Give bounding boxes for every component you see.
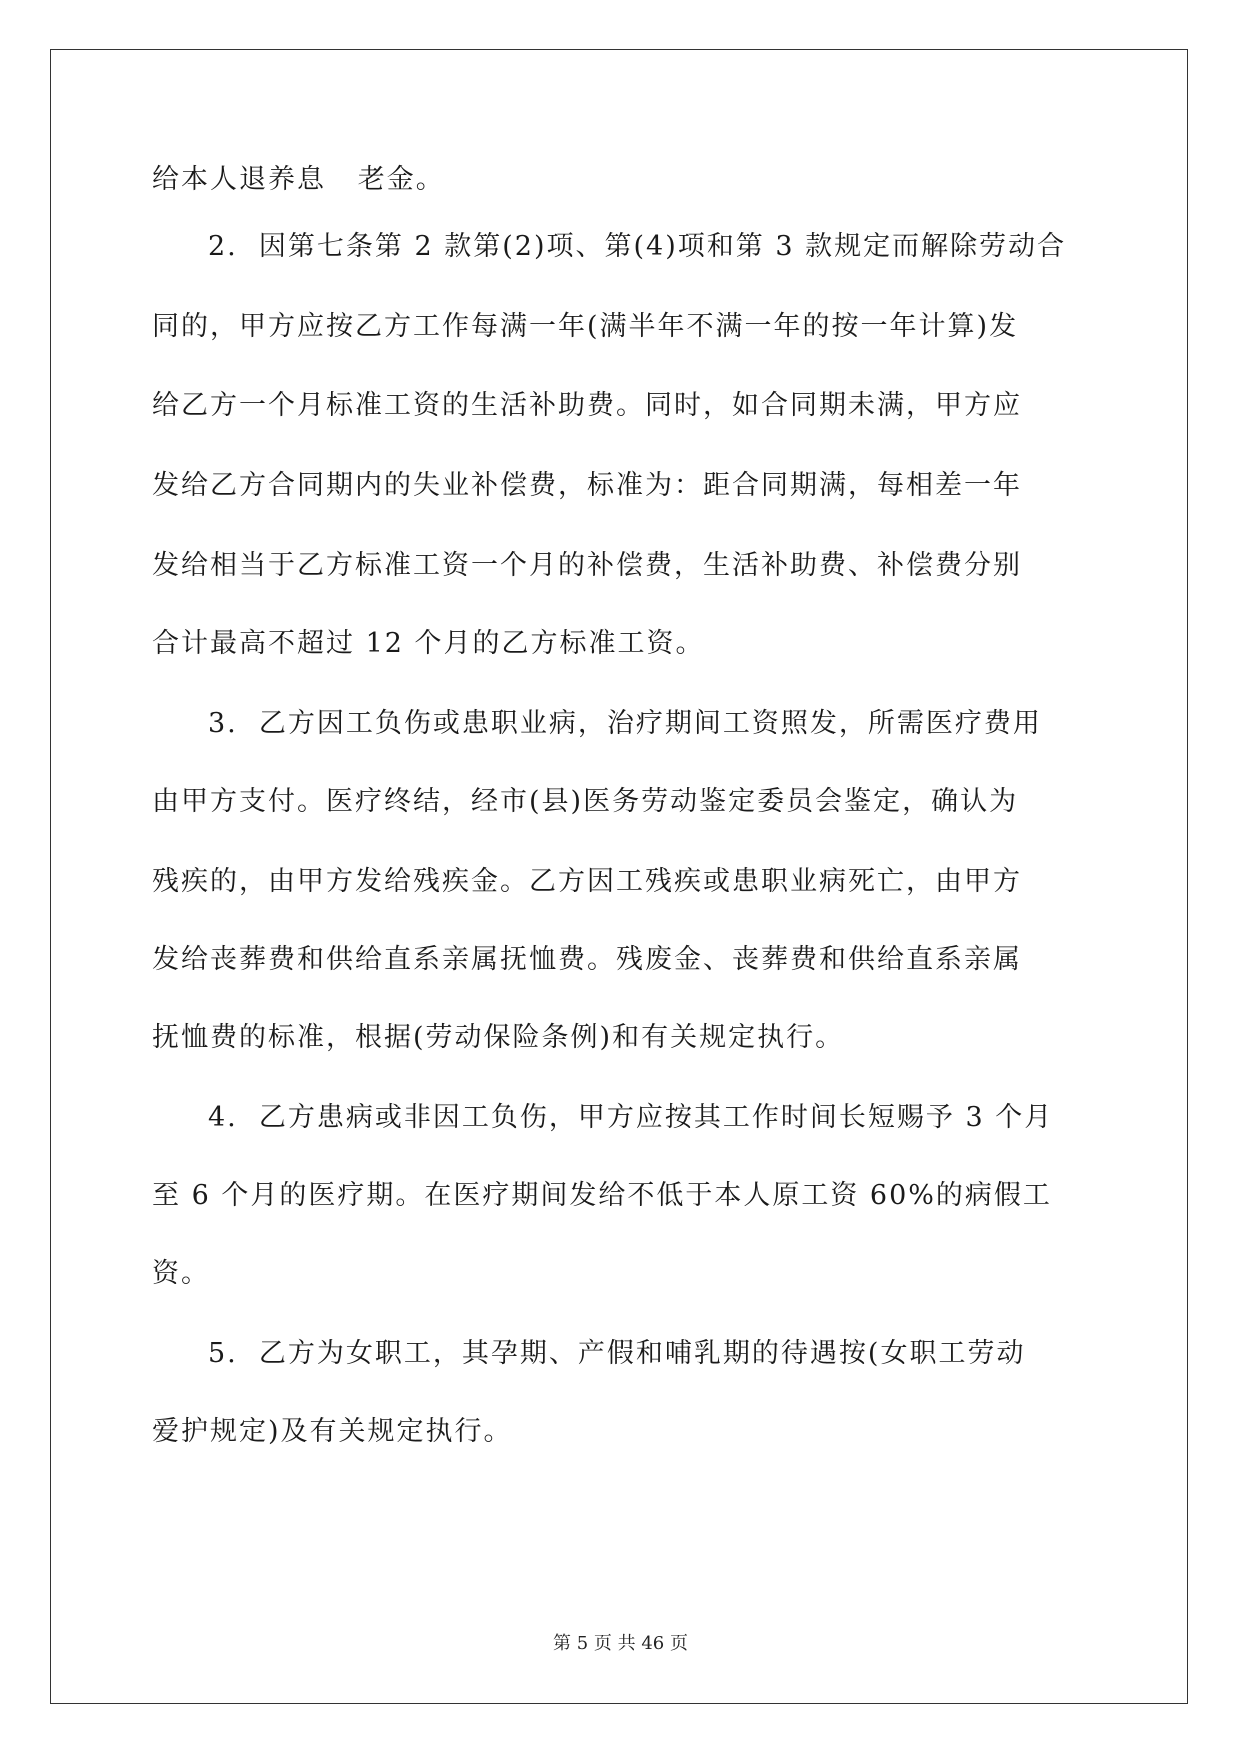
- text-line: 抚恤费的标准，根据(劳动保险条例)和有关规定执行。: [152, 1022, 845, 1053]
- text-line: 3. 乙方因工负伤或患职业病，治疗期间工资照发，所需医疗费用: [208, 708, 1042, 739]
- text-line: 发给乙方合同期内的失业补偿费，标准为：距合同期满，每相差一年: [152, 470, 1022, 501]
- text-line: 同的，甲方应按乙方工作每满一年(满半年不满一年的按一年计算)发: [152, 311, 1019, 342]
- text-line: 合计最高不超过 12 个月的乙方标准工资。: [152, 628, 705, 659]
- text-line: 发给相当于乙方标准工资一个月的补偿费，生活补助费、补偿费分别: [152, 550, 1022, 581]
- text-line: 5. 乙方为女职工，其孕期、产假和哺乳期的待遇按(女职工劳动: [208, 1338, 1026, 1369]
- text-line: 由甲方支付。医疗终结，经市(县)医务劳动鉴定委员会鉴定，确认为: [152, 786, 1019, 817]
- text-line: 发给丧葬费和供给直系亲属抚恤费。残废金、丧葬费和供给直系亲属: [152, 944, 1022, 975]
- page-number: 第 5 页 共 46 页: [553, 1633, 688, 1654]
- text-line: 资。: [152, 1258, 210, 1289]
- text-line: 2. 因第七条第 2 款第(2)项、第(4)项和第 3 款规定而解除劳动合: [208, 231, 1067, 262]
- text-line: 至 6 个月的医疗期。在医疗期间发给不低于本人原工资 60%的病假工: [152, 1180, 1052, 1211]
- text-line: 残疾的，由甲方发给残疾金。乙方因工残疾或患职业病死亡，由甲方: [152, 866, 1022, 897]
- text-line: 给本人退养息 老金。: [152, 164, 445, 195]
- text-line: 4. 乙方患病或非因工负伤，甲方应按其工作时间长短赐予 3 个月: [208, 1102, 1054, 1133]
- text-line: 给乙方一个月标准工资的生活补助费。同时，如合同期未满，甲方应: [152, 390, 1022, 421]
- text-line: 爱护规定)及有关规定执行。: [152, 1416, 513, 1447]
